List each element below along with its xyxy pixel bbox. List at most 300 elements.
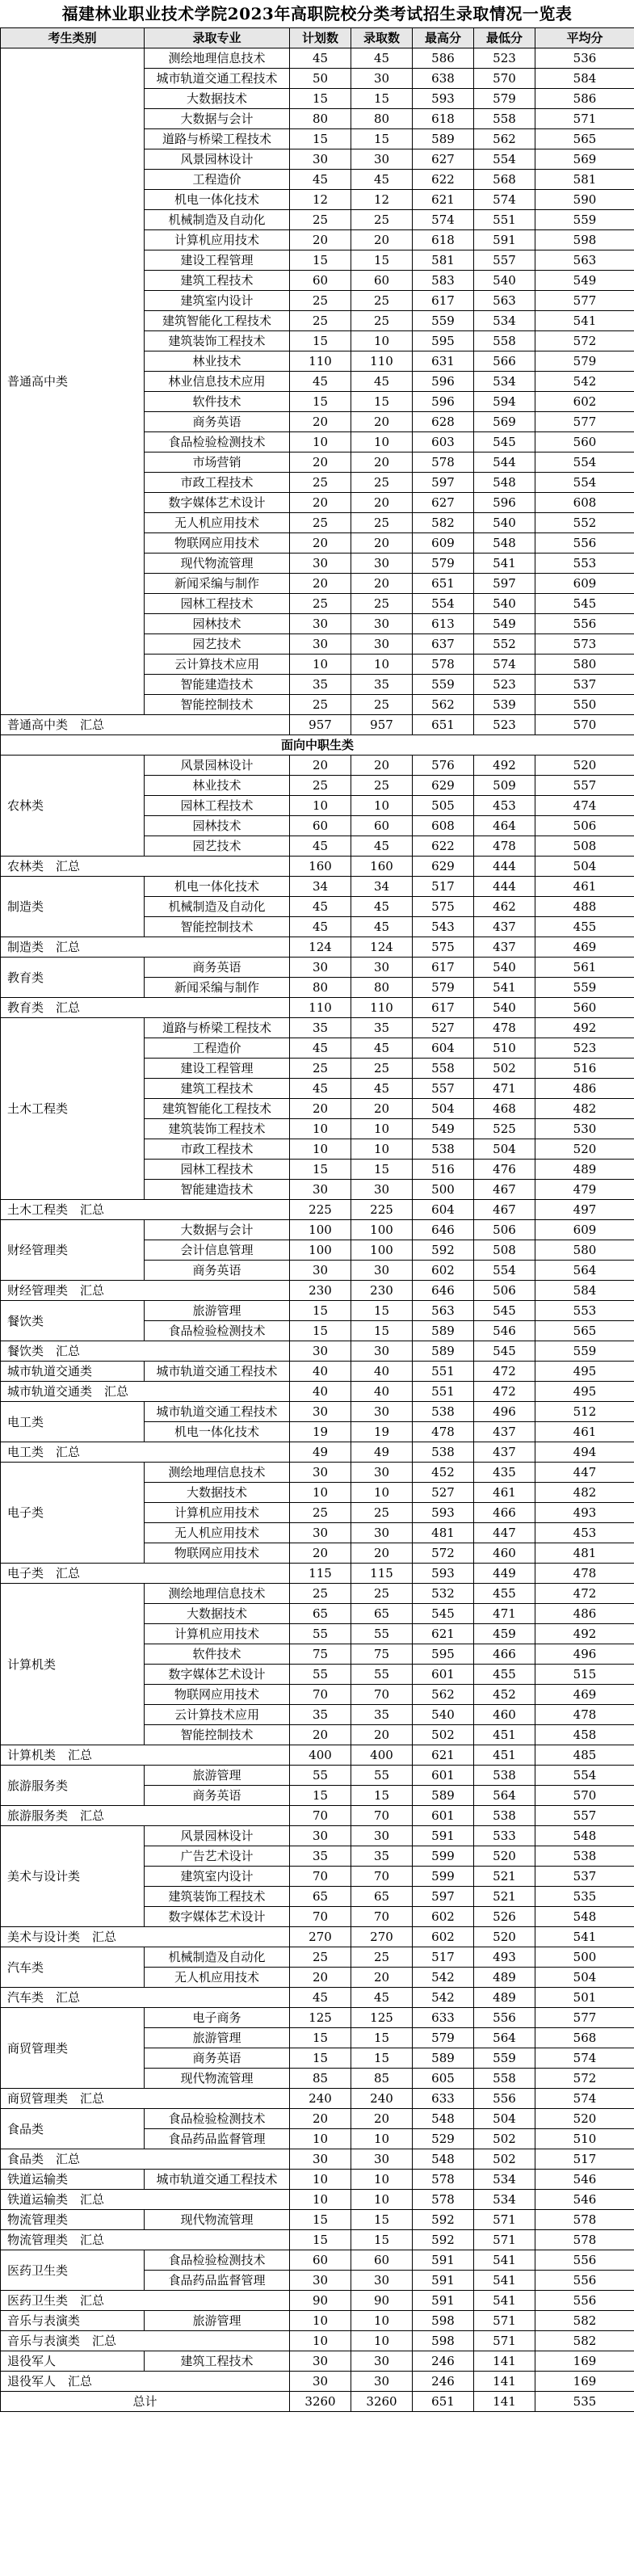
- subtotal-label: 计算机类 汇总: [1, 1745, 290, 1766]
- value-cell: 562: [413, 695, 474, 715]
- value-cell: 55: [290, 1766, 351, 1786]
- value-cell: 466: [474, 1503, 535, 1523]
- value-cell: 45: [290, 170, 351, 190]
- value-cell: 637: [413, 634, 474, 655]
- category-cell: 美术与设计类: [1, 1826, 145, 1927]
- value-cell: 30: [351, 1826, 413, 1846]
- value-cell: 574: [474, 190, 535, 210]
- value-cell: 10: [290, 655, 351, 675]
- value-cell: 651: [413, 574, 474, 594]
- value-cell: 60: [351, 2250, 413, 2271]
- subtotal-label: 美术与设计类 汇总: [1, 1927, 290, 1947]
- subtotal-row: [1, 1281, 634, 1301]
- value-cell: 45: [351, 372, 413, 392]
- value-cell: 538: [535, 1846, 634, 1867]
- value-cell: 80: [290, 978, 351, 998]
- value-cell: 25: [290, 594, 351, 614]
- value-cell: 455: [474, 1584, 535, 1604]
- value-cell: 20: [351, 412, 413, 432]
- value-cell: 444: [474, 857, 535, 877]
- value-cell: 493: [535, 1503, 634, 1523]
- value-cell: 471: [474, 1604, 535, 1624]
- value-cell: 581: [413, 250, 474, 271]
- major-cell: 林业技术: [145, 776, 290, 796]
- value-cell: 30: [351, 1341, 413, 1362]
- value-cell: 559: [535, 978, 634, 998]
- value-cell: 489: [474, 1968, 535, 1988]
- value-cell: 558: [474, 2069, 535, 2089]
- value-cell: 25: [351, 1059, 413, 1079]
- major-cell: 商务英语: [145, 2048, 290, 2069]
- major-cell: 物联网应用技术: [145, 533, 290, 554]
- value-cell: 593: [413, 1564, 474, 1584]
- value-cell: 30: [290, 149, 351, 170]
- value-cell: 452: [413, 1463, 474, 1483]
- value-cell: 70: [290, 1867, 351, 1887]
- value-cell: 548: [535, 1907, 634, 1927]
- value-cell: 557: [413, 1079, 474, 1099]
- major-cell: 园林技术: [145, 614, 290, 634]
- value-cell: 517: [413, 1947, 474, 1968]
- value-cell: 30: [290, 2372, 351, 2392]
- value-cell: 55: [290, 1665, 351, 1685]
- value-cell: 70: [351, 1907, 413, 1927]
- subtotal-row: [1, 2149, 634, 2170]
- value-cell: 584: [535, 69, 634, 89]
- major-cell: 旅游管理: [145, 1301, 290, 1321]
- value-cell: 537: [535, 1867, 634, 1887]
- category-cell: 农林类: [1, 756, 145, 857]
- value-cell: 45: [290, 836, 351, 857]
- subtotal-row: [1, 1200, 634, 1220]
- value-cell: 10: [290, 2129, 351, 2149]
- major-cell: 计算机应用技术: [145, 230, 290, 250]
- value-cell: 559: [535, 210, 634, 230]
- subtotal-label: 电工类 汇总: [1, 1442, 290, 1463]
- value-cell: 15: [351, 1321, 413, 1341]
- value-cell: 464: [474, 816, 535, 836]
- value-cell: 558: [413, 1059, 474, 1079]
- value-cell: 603: [413, 432, 474, 452]
- value-cell: 629: [413, 776, 474, 796]
- value-cell: 70: [290, 1685, 351, 1705]
- value-cell: 579: [413, 554, 474, 574]
- value-cell: 90: [290, 2291, 351, 2311]
- value-cell: 15: [290, 2210, 351, 2230]
- value-cell: 437: [474, 917, 535, 937]
- value-cell: 20: [351, 756, 413, 776]
- value-cell: 15: [351, 1160, 413, 1180]
- value-cell: 240: [290, 2089, 351, 2109]
- major-cell: 新闻采编与制作: [145, 978, 290, 998]
- major-cell: 云计算技术应用: [145, 655, 290, 675]
- value-cell: 540: [474, 513, 535, 533]
- value-cell: 70: [351, 1685, 413, 1705]
- value-cell: 546: [535, 2170, 634, 2190]
- value-cell: 15: [351, 2048, 413, 2069]
- value-cell: 45: [351, 1079, 413, 1099]
- value-cell: 45: [351, 48, 413, 69]
- value-cell: 3260: [290, 2392, 351, 2412]
- category-cell: 制造类: [1, 877, 145, 937]
- value-cell: 468: [474, 1099, 535, 1119]
- value-cell: 556: [535, 614, 634, 634]
- value-cell: 481: [413, 1523, 474, 1543]
- value-cell: 55: [351, 1665, 413, 1685]
- value-cell: 552: [474, 634, 535, 655]
- value-cell: 35: [290, 1705, 351, 1725]
- value-cell: 25: [290, 1584, 351, 1604]
- value-cell: 225: [351, 1200, 413, 1220]
- value-cell: 534: [474, 2190, 535, 2210]
- grand-total-row: [1, 2392, 634, 2412]
- value-cell: 461: [535, 877, 634, 897]
- major-cell: 智能建造技术: [145, 675, 290, 695]
- value-cell: 25: [290, 1503, 351, 1523]
- value-cell: 554: [535, 473, 634, 493]
- value-cell: 589: [413, 1786, 474, 1806]
- value-cell: 35: [351, 675, 413, 695]
- value-cell: 557: [535, 1806, 634, 1826]
- value-cell: 597: [474, 574, 535, 594]
- value-cell: 437: [474, 1422, 535, 1442]
- value-cell: 517: [535, 2149, 634, 2170]
- value-cell: 571: [474, 2210, 535, 2230]
- value-cell: 485: [535, 1745, 634, 1766]
- value-cell: 45: [290, 917, 351, 937]
- table-row: [1, 1463, 634, 1483]
- value-cell: 141: [474, 2392, 535, 2412]
- major-cell: 无人机应用技术: [145, 1523, 290, 1543]
- value-cell: 10: [290, 796, 351, 816]
- value-cell: 527: [413, 1483, 474, 1503]
- column-header: 考生类别: [1, 28, 145, 48]
- major-cell: 数字媒体艺术设计: [145, 1907, 290, 1927]
- category-cell: 普通高中类: [1, 48, 145, 715]
- value-cell: 509: [474, 776, 535, 796]
- value-cell: 476: [474, 1160, 535, 1180]
- value-cell: 629: [413, 857, 474, 877]
- major-cell: 风景园林设计: [145, 149, 290, 170]
- value-cell: 608: [413, 816, 474, 836]
- major-cell: 建筑智能化工程技术: [145, 311, 290, 331]
- value-cell: 30: [290, 1826, 351, 1846]
- value-cell: 12: [351, 190, 413, 210]
- value-cell: 560: [535, 432, 634, 452]
- category-cell: 餐饮类: [1, 1301, 145, 1341]
- subtotal-label: 音乐与表演类 汇总: [1, 2331, 290, 2351]
- value-cell: 633: [413, 2008, 474, 2028]
- value-cell: 621: [413, 1745, 474, 1766]
- value-cell: 60: [290, 271, 351, 291]
- value-cell: 30: [351, 2149, 413, 2170]
- value-cell: 622: [413, 170, 474, 190]
- value-cell: 544: [474, 452, 535, 473]
- value-cell: 506: [474, 1220, 535, 1240]
- major-cell: 商务英语: [145, 958, 290, 978]
- table-row: [1, 2008, 634, 2028]
- table-row: [1, 1584, 634, 1604]
- value-cell: 575: [413, 937, 474, 958]
- value-cell: 35: [290, 1018, 351, 1038]
- value-cell: 601: [413, 1665, 474, 1685]
- major-cell: 智能控制技术: [145, 1725, 290, 1745]
- major-cell: 无人机应用技术: [145, 1968, 290, 1988]
- value-cell: 530: [535, 1119, 634, 1139]
- major-cell: 电子商务: [145, 2008, 290, 2028]
- major-cell: 机电一体化技术: [145, 1422, 290, 1442]
- value-cell: 49: [351, 1442, 413, 1463]
- value-cell: 45: [351, 1988, 413, 2008]
- major-cell: 数字媒体艺术设计: [145, 1665, 290, 1685]
- value-cell: 30: [351, 69, 413, 89]
- value-cell: 609: [413, 533, 474, 554]
- value-cell: 553: [535, 554, 634, 574]
- major-cell: 大数据技术: [145, 89, 290, 109]
- value-cell: 552: [535, 513, 634, 533]
- value-cell: 540: [474, 958, 535, 978]
- value-cell: 520: [474, 1846, 535, 1867]
- major-cell: 广告艺术设计: [145, 1846, 290, 1867]
- value-cell: 15: [351, 1301, 413, 1321]
- value-cell: 563: [535, 250, 634, 271]
- value-cell: 25: [351, 695, 413, 715]
- value-cell: 20: [290, 412, 351, 432]
- value-cell: 504: [474, 2109, 535, 2129]
- value-cell: 556: [535, 533, 634, 554]
- value-cell: 15: [290, 1321, 351, 1341]
- value-cell: 486: [535, 1079, 634, 1099]
- value-cell: 141: [474, 2372, 535, 2392]
- category-cell: 物流管理类: [1, 2210, 145, 2230]
- value-cell: 30: [351, 1180, 413, 1200]
- value-cell: 502: [474, 2149, 535, 2170]
- value-cell: 569: [535, 149, 634, 170]
- table-row: [1, 958, 634, 978]
- value-cell: 453: [474, 796, 535, 816]
- value-cell: 246: [413, 2372, 474, 2392]
- value-cell: 472: [474, 1362, 535, 1382]
- value-cell: 501: [535, 1988, 634, 2008]
- subtotal-label: 铁道运输类 汇总: [1, 2190, 290, 2210]
- value-cell: 548: [535, 1826, 634, 1846]
- value-cell: 586: [413, 48, 474, 69]
- value-cell: 520: [535, 2109, 634, 2129]
- value-cell: 541: [535, 311, 634, 331]
- value-cell: 15: [351, 250, 413, 271]
- value-cell: 451: [474, 1725, 535, 1745]
- value-cell: 469: [535, 1685, 634, 1705]
- value-cell: 617: [413, 998, 474, 1018]
- value-cell: 49: [290, 1442, 351, 1463]
- value-cell: 15: [290, 89, 351, 109]
- value-cell: 45: [351, 170, 413, 190]
- value-cell: 633: [413, 2089, 474, 2109]
- value-cell: 601: [413, 1806, 474, 1826]
- value-cell: 30: [351, 2351, 413, 2372]
- value-cell: 582: [413, 513, 474, 533]
- column-header: 最高分: [413, 28, 474, 48]
- value-cell: 502: [413, 1725, 474, 1745]
- value-cell: 532: [413, 1584, 474, 1604]
- value-cell: 580: [535, 1240, 634, 1261]
- value-cell: 25: [351, 291, 413, 311]
- value-cell: 622: [413, 836, 474, 857]
- value-cell: 472: [535, 1584, 634, 1604]
- value-cell: 556: [535, 2250, 634, 2271]
- value-cell: 3260: [351, 2392, 413, 2412]
- value-cell: 160: [290, 857, 351, 877]
- value-cell: 20: [351, 452, 413, 473]
- value-cell: 540: [413, 1705, 474, 1725]
- value-cell: 10: [351, 2311, 413, 2331]
- value-cell: 447: [535, 1463, 634, 1483]
- value-cell: 570: [474, 69, 535, 89]
- value-cell: 15: [290, 331, 351, 351]
- value-cell: 25: [290, 1059, 351, 1079]
- value-cell: 534: [474, 372, 535, 392]
- subtotal-label: 财经管理类 汇总: [1, 1281, 290, 1301]
- value-cell: 563: [413, 1301, 474, 1321]
- value-cell: 574: [474, 655, 535, 675]
- value-cell: 497: [535, 1200, 634, 1220]
- value-cell: 575: [413, 897, 474, 917]
- value-cell: 540: [474, 594, 535, 614]
- value-cell: 35: [351, 1705, 413, 1725]
- value-cell: 591: [413, 2271, 474, 2291]
- value-cell: 537: [535, 675, 634, 695]
- subtotal-row: [1, 715, 634, 735]
- value-cell: 30: [351, 2372, 413, 2392]
- value-cell: 523: [474, 48, 535, 69]
- major-cell: 智能建造技术: [145, 1180, 290, 1200]
- value-cell: 559: [474, 2048, 535, 2069]
- subtotal-row: [1, 1806, 634, 1826]
- value-cell: 558: [474, 331, 535, 351]
- value-cell: 30: [351, 614, 413, 634]
- value-cell: 20: [290, 1968, 351, 1988]
- table-row: [1, 1402, 634, 1422]
- value-cell: 15: [290, 2028, 351, 2048]
- table-row: [1, 1826, 634, 1846]
- value-cell: 20: [290, 230, 351, 250]
- subtotal-label: 普通高中类 汇总: [1, 715, 290, 735]
- value-cell: 549: [474, 614, 535, 634]
- value-cell: 100: [290, 1220, 351, 1240]
- value-cell: 578: [413, 2170, 474, 2190]
- major-cell: 物联网应用技术: [145, 1685, 290, 1705]
- subtotal-label: 物流管理类 汇总: [1, 2230, 290, 2250]
- value-cell: 541: [474, 2250, 535, 2271]
- subtotal-label: 电子类 汇总: [1, 1564, 290, 1584]
- value-cell: 604: [413, 1038, 474, 1059]
- table-row: [1, 2109, 634, 2129]
- value-cell: 20: [351, 1968, 413, 1988]
- value-cell: 225: [290, 1200, 351, 1220]
- value-cell: 525: [474, 1119, 535, 1139]
- major-cell: 软件技术: [145, 1644, 290, 1665]
- value-cell: 55: [290, 1624, 351, 1644]
- value-cell: 10: [290, 2170, 351, 2190]
- value-cell: 520: [474, 1927, 535, 1947]
- major-cell: 建筑工程技术: [145, 2351, 290, 2372]
- table-row: [1, 2311, 634, 2331]
- value-cell: 20: [290, 1543, 351, 1564]
- value-cell: 535: [535, 2392, 634, 2412]
- value-cell: 492: [535, 1624, 634, 1644]
- value-cell: 45: [351, 836, 413, 857]
- value-cell: 10: [290, 1139, 351, 1160]
- major-cell: 会计信息管理: [145, 1240, 290, 1261]
- value-cell: 45: [290, 1038, 351, 1059]
- category-cell: 电子类: [1, 1463, 145, 1564]
- value-cell: 10: [290, 2190, 351, 2210]
- value-cell: 504: [413, 1099, 474, 1119]
- table-row: [1, 756, 634, 776]
- value-cell: 617: [413, 291, 474, 311]
- major-cell: 园艺技术: [145, 634, 290, 655]
- value-cell: 60: [351, 816, 413, 836]
- subtotal-row: [1, 857, 634, 877]
- value-cell: 545: [413, 1604, 474, 1624]
- value-cell: 510: [535, 2129, 634, 2149]
- value-cell: 602: [413, 1261, 474, 1281]
- column-header: 录取数: [351, 28, 413, 48]
- value-cell: 494: [535, 1442, 634, 1463]
- subtotal-row: [1, 1564, 634, 1584]
- value-cell: 15: [351, 2230, 413, 2250]
- value-cell: 578: [413, 452, 474, 473]
- value-cell: 452: [474, 1685, 535, 1705]
- value-cell: 478: [474, 836, 535, 857]
- major-cell: 食品检验检测技术: [145, 2250, 290, 2271]
- subtotal-label: 退役军人 汇总: [1, 2372, 290, 2392]
- value-cell: 556: [474, 2008, 535, 2028]
- value-cell: 60: [351, 271, 413, 291]
- value-cell: 45: [290, 1079, 351, 1099]
- value-cell: 527: [413, 1018, 474, 1038]
- value-cell: 618: [413, 230, 474, 250]
- major-cell: 工程造价: [145, 1038, 290, 1059]
- value-cell: 25: [351, 473, 413, 493]
- major-cell: 商务英语: [145, 412, 290, 432]
- value-cell: 30: [290, 554, 351, 574]
- value-cell: 30: [290, 614, 351, 634]
- value-cell: 455: [474, 1665, 535, 1685]
- value-cell: 577: [535, 2008, 634, 2028]
- value-cell: 493: [474, 1947, 535, 1968]
- value-cell: 482: [535, 1483, 634, 1503]
- value-cell: 20: [290, 2109, 351, 2129]
- value-cell: 25: [351, 594, 413, 614]
- value-cell: 10: [351, 1483, 413, 1503]
- value-cell: 533: [474, 1826, 535, 1846]
- value-cell: 504: [535, 857, 634, 877]
- value-cell: 459: [474, 1624, 535, 1644]
- value-cell: 597: [413, 473, 474, 493]
- value-cell: 20: [290, 493, 351, 513]
- value-cell: 124: [290, 937, 351, 958]
- value-cell: 25: [290, 291, 351, 311]
- value-cell: 75: [290, 1644, 351, 1665]
- value-cell: 578: [413, 2190, 474, 2210]
- major-cell: 智能控制技术: [145, 695, 290, 715]
- value-cell: 270: [351, 1927, 413, 1947]
- value-cell: 25: [290, 695, 351, 715]
- major-cell: 机械制造及自动化: [145, 1947, 290, 1968]
- value-cell: 466: [474, 1644, 535, 1665]
- value-cell: 579: [413, 978, 474, 998]
